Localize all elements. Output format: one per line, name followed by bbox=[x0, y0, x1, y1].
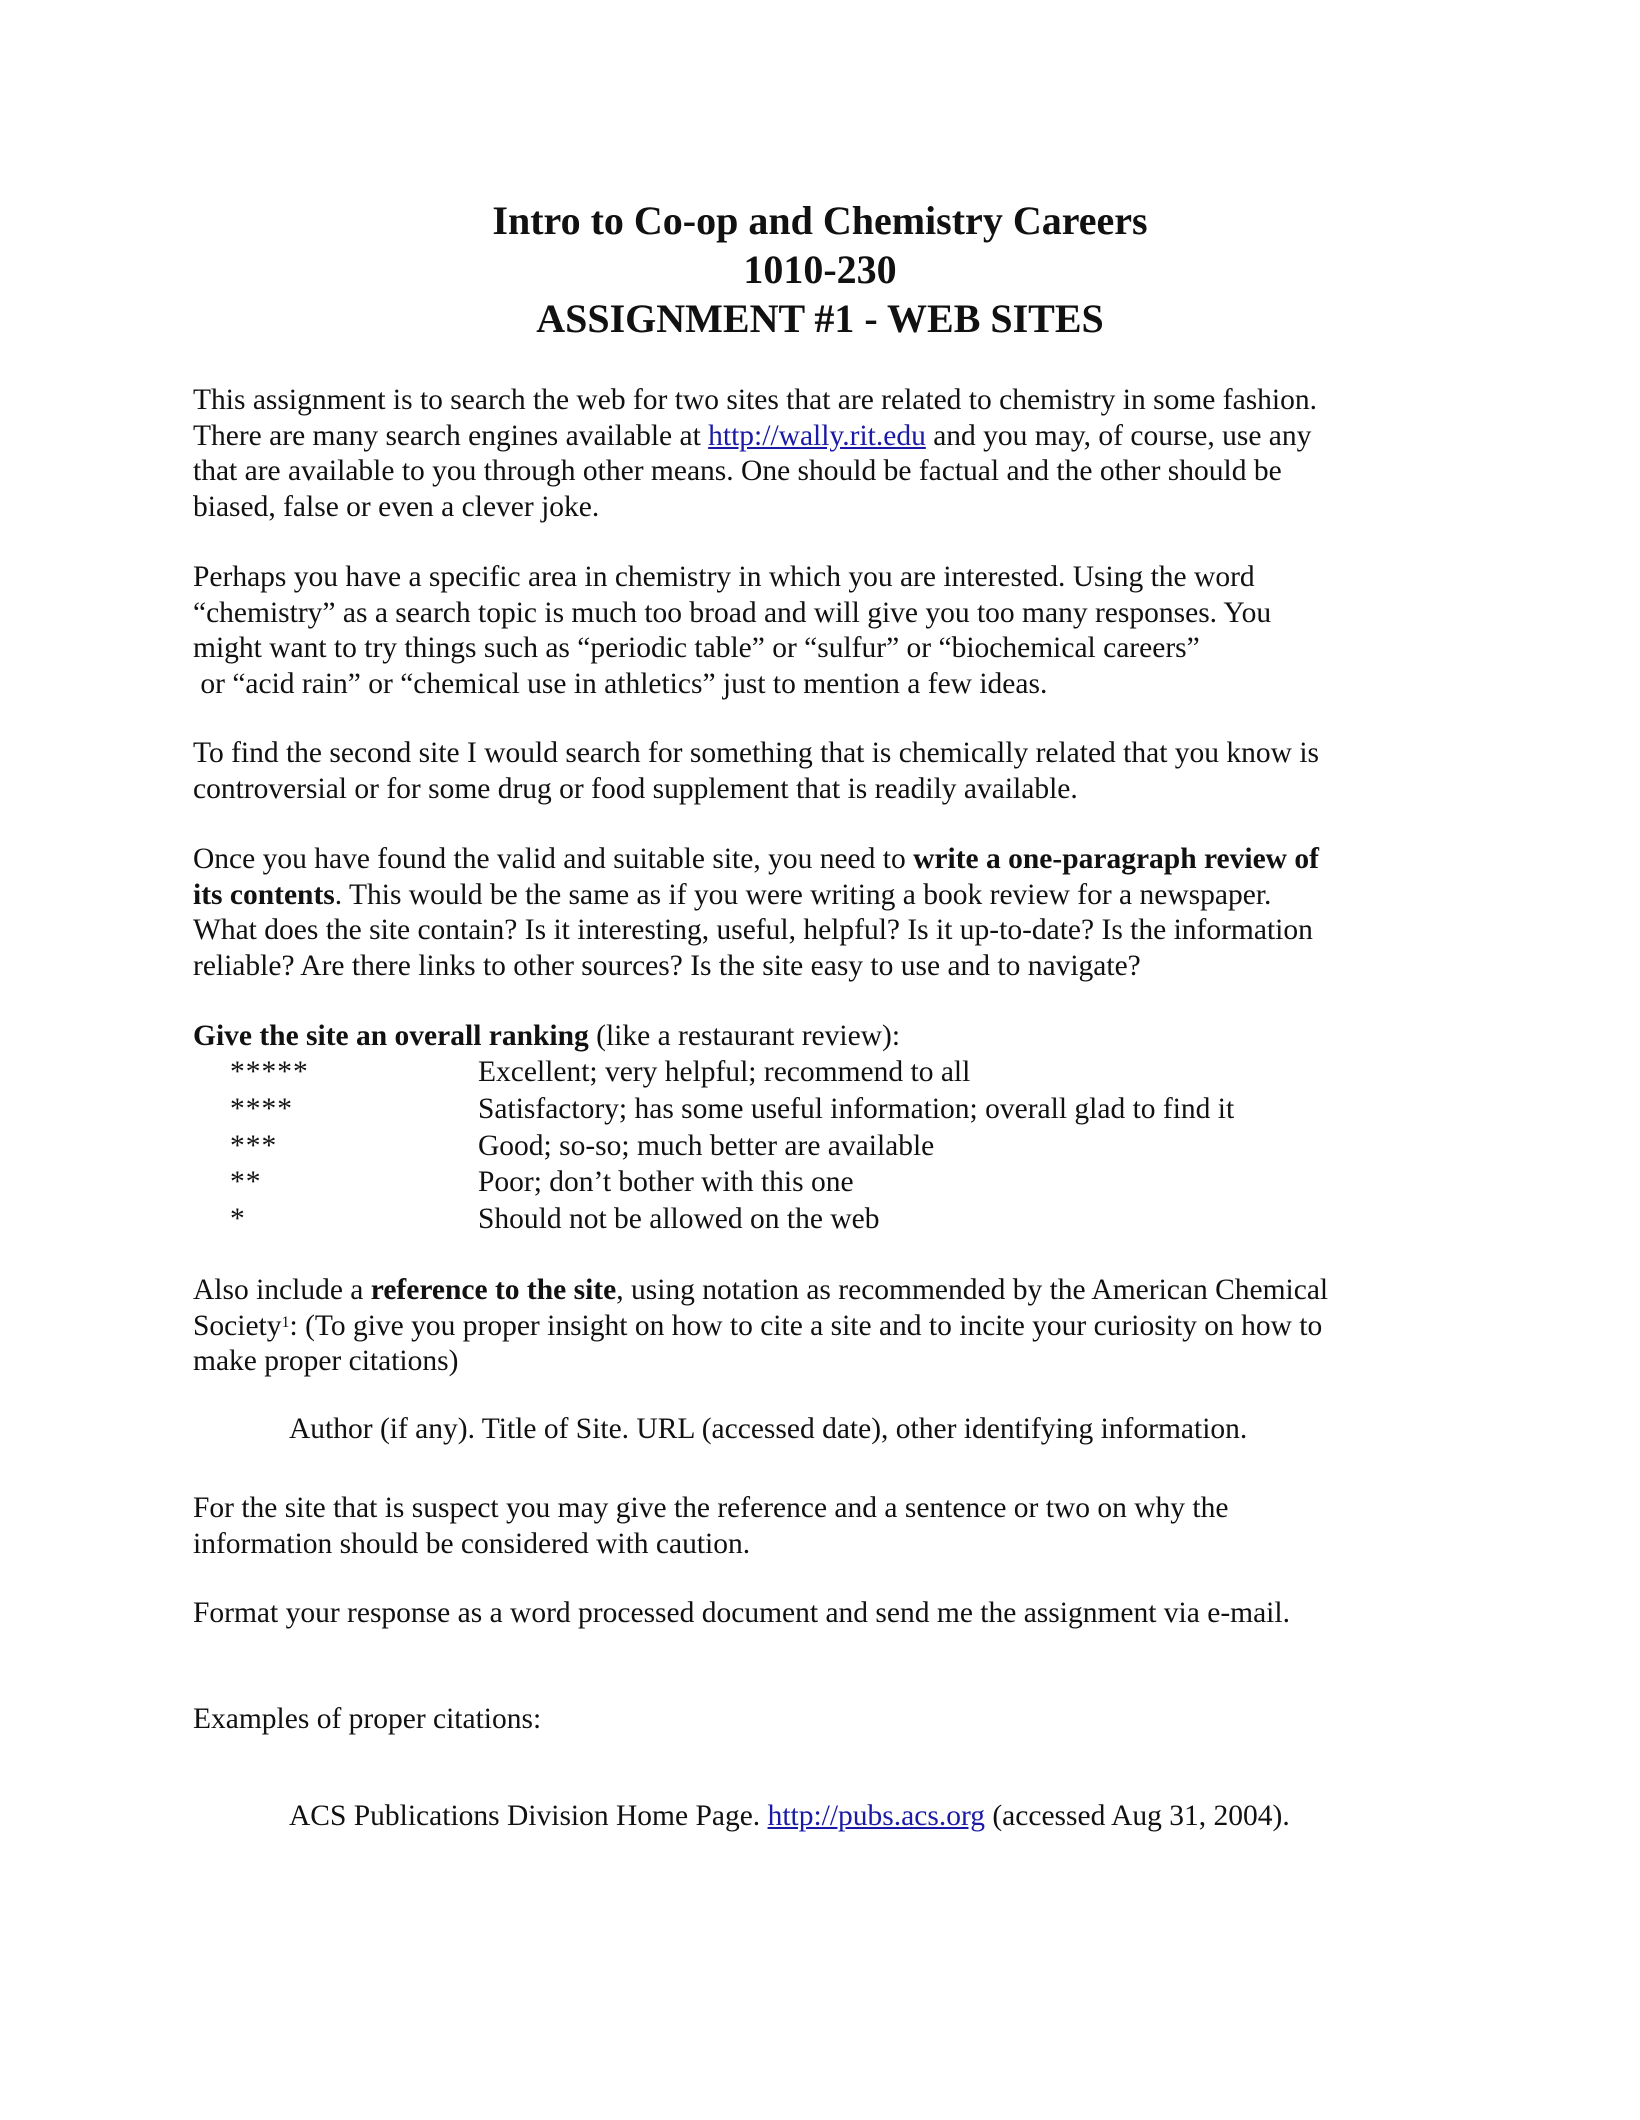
reference-text: Also include a bbox=[193, 1274, 371, 1306]
paragraph-format-instructions bbox=[193, 1596, 1493, 1632]
reference-text: Society bbox=[193, 1309, 282, 1342]
rating-stars: ***** bbox=[230, 1056, 309, 1088]
second-site-line: To find the second site I would search for something that is chemically related that you know is bbox=[193, 737, 1320, 769]
review-line bbox=[193, 842, 1493, 878]
title-line-1: Intro to Co-op and Chemistry Careers bbox=[492, 198, 1148, 243]
rating-description: Poor; don’t bother with this one bbox=[478, 1166, 854, 1198]
ranking-row bbox=[230, 1202, 879, 1238]
reference-emphasis: reference to the site bbox=[370, 1274, 617, 1306]
search-topics-line: might want to try things such as “periodic table” or “sulfur” or “biochemical careers” bbox=[193, 632, 1200, 664]
acs-link[interactable]: http://pubs.acs.org bbox=[767, 1800, 985, 1832]
examples-heading-text: Examples of proper citations: bbox=[193, 1703, 542, 1735]
review-line: reliable? Are there links to other sources? Is the site easy to use and to navigate? bbox=[193, 949, 1141, 982]
ranking-row bbox=[230, 1165, 854, 1201]
rating-description: Excellent; very helpful; recommend to all bbox=[478, 1056, 971, 1088]
review-emphasis: its contents bbox=[193, 878, 335, 911]
paragraph-review bbox=[193, 842, 1493, 984]
second-site-line: controversial or for some drug or food supplement that is readily available. bbox=[193, 772, 1078, 805]
search-topics-line: “chemistry” as a search topic is much too broad and will give you too many responses. You bbox=[193, 596, 1272, 629]
reference-text: , using notation as recommended by the American Chemical bbox=[616, 1274, 1329, 1306]
review-line bbox=[193, 878, 1493, 914]
ranking-intro-line bbox=[193, 1019, 1493, 1055]
rating-description: Satisfactory; has some useful information; overall glad to find it bbox=[478, 1093, 1235, 1125]
intro-line bbox=[193, 419, 1493, 455]
suspect-site-line: For the site that is suspect you may give the reference and a sentence or two on why the bbox=[193, 1492, 1229, 1524]
review-line: What does the site contain? Is it interesting, useful, helpful? Is it up-to-date? Is the information bbox=[193, 914, 1313, 946]
examples-heading bbox=[193, 1702, 1493, 1738]
ranking-intro bbox=[193, 1019, 1493, 1055]
paragraph-second-site bbox=[193, 736, 1493, 807]
reference-line bbox=[193, 1309, 1493, 1345]
intro-line: that are available to you through other means. One should be factual and the other should be bbox=[193, 455, 1282, 487]
suspect-site-line: information should be considered with caution. bbox=[193, 1527, 751, 1560]
ranking-row bbox=[230, 1092, 1234, 1128]
paragraph-search-topics bbox=[193, 560, 1493, 702]
reference-line: make proper citations) bbox=[193, 1345, 459, 1377]
example-citation bbox=[289, 1799, 1290, 1835]
ranking-row bbox=[230, 1129, 934, 1165]
intro-text: There are many search engines available at bbox=[193, 419, 709, 452]
example-citation-text: (accessed Aug 31, 2004). bbox=[984, 1800, 1290, 1832]
review-text: Once you have found the valid and suitable site, you need to bbox=[193, 843, 914, 875]
title-assignment: ASSIGNMENT #1 - WEB SITES bbox=[536, 296, 1104, 341]
format-instructions-line: Format your response as a word processed document and send me the assignment via e-mail. bbox=[193, 1597, 1290, 1629]
review-emphasis: write a one-paragraph review of bbox=[913, 843, 1319, 875]
paragraph-intro bbox=[193, 383, 1493, 525]
ranking-emphasis: Give the site an overall ranking bbox=[193, 1020, 589, 1052]
rating-stars: ** bbox=[230, 1166, 262, 1198]
footnote-marker: 1 bbox=[281, 1313, 290, 1331]
reference-text: : (To give you proper insight on how to cite a site and to incite your curiosity on how to bbox=[289, 1309, 1323, 1342]
ranking-row bbox=[230, 1055, 970, 1091]
rating-stars: *** bbox=[230, 1130, 278, 1162]
paragraph-suspect-site bbox=[193, 1491, 1493, 1562]
intro-line: This assignment is to search the web for two sites that are related to chemistry in some fashion. bbox=[193, 384, 1317, 416]
review-text: . This would be the same as if you were writing a book review for a newspaper. bbox=[334, 878, 1272, 911]
wally-link[interactable]: http://wally.rit.edu bbox=[708, 419, 926, 452]
rating-stars: * bbox=[230, 1203, 246, 1235]
rating-description: Should not be allowed on the web bbox=[478, 1203, 880, 1235]
citation-format: Author (if any). Title of Site. URL (accessed date), other identifying information. bbox=[289, 1413, 1248, 1445]
example-citation-text: ACS Publications Division Home Page. bbox=[289, 1800, 768, 1832]
paragraph-reference bbox=[193, 1273, 1493, 1380]
document-title bbox=[0, 196, 1640, 343]
search-topics-line: or “acid rain” or “chemical use in athletics” just to mention a few ideas. bbox=[193, 667, 1048, 700]
rating-description: Good; so-so; much better are available bbox=[478, 1130, 935, 1162]
rating-stars: **** bbox=[230, 1093, 293, 1125]
reference-line bbox=[193, 1273, 1493, 1309]
search-topics-line: Perhaps you have a specific area in chemistry in which you are interested. Using the word bbox=[193, 561, 1255, 593]
intro-text: and you may, of course, use any bbox=[925, 419, 1312, 452]
title-course-number: 1010-230 bbox=[743, 247, 897, 292]
intro-line: biased, false or even a clever joke. bbox=[193, 490, 600, 523]
ranking-intro-text: (like a restaurant review): bbox=[588, 1020, 901, 1052]
